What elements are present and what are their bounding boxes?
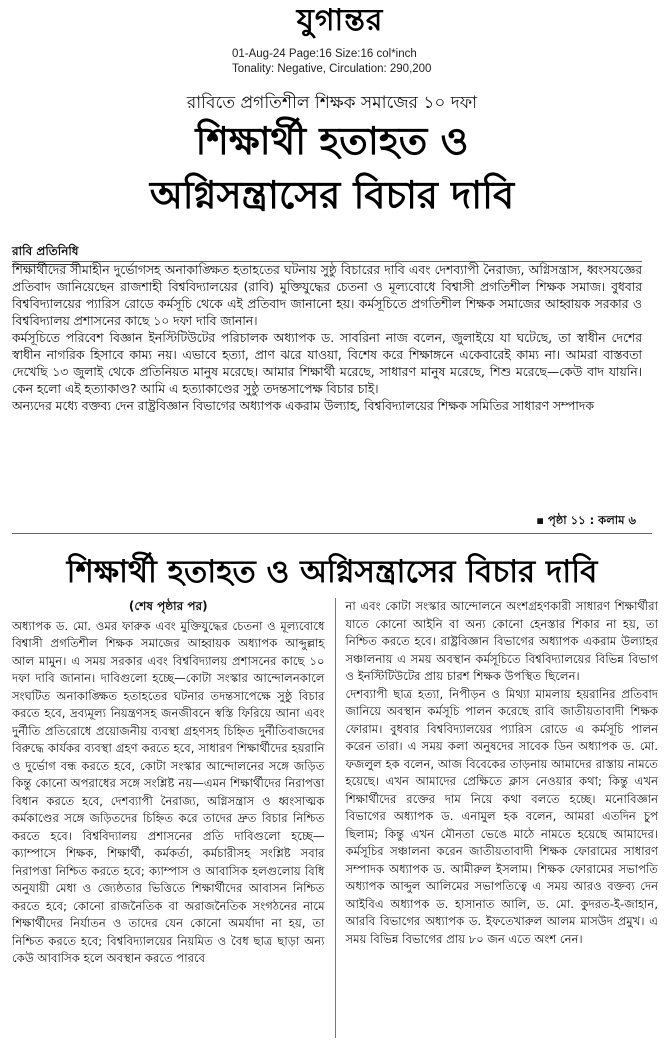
continued-from-label: (শেষ পৃষ্ঠার পর) xyxy=(128,599,208,613)
column-paragraph: না এবং কোটা সংস্কার আন্দোলনে অংশগ্রহণকারী সাধারণ শিক্ষার্থীরা যাতে কোনো আইনি বা অন্য কোনো হেনস্তার শিকার না হয়, তা নিশ্চিত করতে হবে। রাষ্ট্রবিজ্ঞান বিভাগের অধ্যাপক একরাম উল্যাহর সঞ্চালনায় এ সময় অবস্থান কর্মসূচিতে বিশ্ববিদ্যালয়ের বিভিন্ন বিভাগ ও ইনস্টিটিউটের প্রায় চারশ শিক্ষক উপস্থিত ছিলেন। xyxy=(345,599,659,683)
newspaper-masthead xyxy=(240,2,440,40)
article-byline: রাবি প্রতিনিধি xyxy=(12,243,79,265)
newspaper-logo: যুগান্তর xyxy=(296,2,384,38)
continuation-column-right xyxy=(346,598,659,1038)
column-divider xyxy=(335,598,336,1038)
continuation-headline: শিক্ষার্থী হতাহত ও অগ্নিসন্ত্রাসের বিচার দাবি xyxy=(66,554,598,590)
article-body xyxy=(12,261,642,415)
column-paragraph: অধ্যাপক ড. মো. ওমর ফারুক এবং মুক্তিযুদ্ধের চেতনা ও মূল্যবোধে বিশ্বাসী প্রগতিশীল শিক্ষক সমাজের আহ্বায়ক অধ্যাপক আব্দুল্লাহ আল মামুন। এ সময় সরকার এবং বিশ্ববিদ্যালয় প্রশাসনের কাছে ১০ দফা দাবি জানান। দাবিগুলো হচ্ছে—কোটা সংস্কার আন্দোলনকালে সংঘটিত অনাকাঙ্ক্ষিত হতাহতের ঘটনার তদন্তসাপেক্ষে সুষ্ঠু বিচার করতে হবে, দ্রব্যমূল্য নিয়ন্ত্রণসহ জনজীবনে স্বস্তি ফিরিয়ে আনা এবং দুর্নীতি প্রতিরোধে প্রয়োজনীয় ব্যবস্থা গ্রহণসহ চিহ্নিত দুর্নীতিবাজদের বিরুদ্ধে কার্যকর ব্যবস্থা গ্রহণ করতে হবে, সাধারণ শিক্ষার্থীদের হয়রানি ও দুর্ভোগ বন্ধ করতে হবে, কোটা সংস্কার আন্দোলনের সঙ্গে জড়িত কিন্তু কোনো অপরাধের সঙ্গে সংশ্লিষ্ট নয়—এমন শিক্ষার্থীদের নিরাপত্তা বিধান করতে হবে, দেশব্যাপী নৈরাজ্য, অগ্নিসন্ত্রাস ও ধ্বংসাত্মক কর্মকাণ্ডের সঙ্গে জড়িতদের চিহ্নিত করে তাদের দ্রুত বিচার নিশ্চিত করতে হবে। বিশ্ববিদ্যালয় প্রশাসনের প্রতি দাবিগুলো হচ্ছে—ক্যাম্পাসে শিক্ষক, শিক্ষার্থী, কর্মকর্তা, কর্মচারীসহ সংশ্লিষ্ট সবার নিরাপত্তা নিশ্চিত করতে হবে; ক্যাম্পাস ও আবাসিক হলগুলোয় বিধি অনুযায়ী মেধা ও জ্যেষ্ঠতার ভিত্তিতে শিক্ষার্থীদের আবাসন নিশ্চিত করতে হবে; কোনো রাজনৈতিক বা অরাজনৈতিক সংগঠনের নামে শিক্ষার্থীদের নির্যাতন ও তাদের যেন কোনো অমর্যাদা না হয়, তা নিশ্চিত করতে হবে; বিশ্ববিদ্যালয়ের নিয়মিত ও বৈধ ছাত্র ছাড়া অন্য কেউ আবাসিক হলে অবস্থান করতে পারবে xyxy=(12,618,325,965)
article-subheadline: রাবিতে প্রগতিশীল শিক্ষক সমাজের ১০ দফা xyxy=(186,93,478,113)
continuation-columns xyxy=(12,598,658,1038)
column-paragraph: দেশব্যাপী ছাত্র হত্যা, নিপীড়ন ও মিথ্যা মামলায় হয়রানির প্রতিবাদ জানিয়ে অবস্থান কর্মসূচি পালন করেছে রাবি জাতীয়তাবাদী শিক্ষক ফোরাম। বুধবার বিশ্ববিদ্যালয়ের প্যারিস রোডে এ কর্মসূচি পালন করেন তারা। এ সময় কলা অনুষদের সাবেক ডিন অধ্যাপক ড. মো. ফজলুল হক বলেন, আজ বিবেকের তাড়নায় আমাদের রাস্তায় নামতে হয়েছে। এখন আমাদের প্রেক্ষিতে ক্লাস নেওয়ার কথা; কিন্তু এখন শিক্ষার্থীদের রক্তের দাম নিয়ে কথা বলতে হচ্ছে। মনোবিজ্ঞান বিভাগের অধ্যাপক ড. এনামুল হক বলেন, আমরা এতদিন চুপ ছিলাম; কিন্তু এখন মৌনতা ভেঙে মাঠে নামতে হয়েছে আমাদের। কর্মসূচির সঞ্চালনা করেন জাতীয়তাবাদী শিক্ষক ফোরামের সাধারণ সম্পাদক অধ্যাপক ড. আমীরুল ইসলাম। শিক্ষক ফোরামের সভাপতি অধ্যাপক আব্দুল আলিমের সভাপতিত্বে এ সময় আরও বক্তব্য দেন আইবিএ অধ্যাপক ড. হাসানাত আলি, ড. মো. কুদরত-ই-জাহান, আরবি বিভাগের অধ্যাপক ড. ইফতেখারুল আলম মাসউদ প্রমুখ। এ সময় বিভিন্ন বিভাগের প্রায় ৮০ জন এতে অংশ নেন। xyxy=(345,686,659,946)
continuation-column-left xyxy=(12,598,325,1038)
article-paragraph: অন্যদের মধ্যে বক্তব্য দেন রাষ্ট্রবিজ্ঞান বিভাগের অধ্যাপক একরাম উল্যাহ, বিশ্ববিদ্যালয়ের শিক্ষক সমিতির সাধারণ সম্পাদক xyxy=(12,399,594,413)
article-headline-line2: অগ্নিসন্ত্রাসের বিচার দাবি xyxy=(149,173,515,217)
article-headline-line1: শিক্ষার্থী হতাহত ও xyxy=(195,119,469,163)
clipping-meta-tonality: Tonality: Negative, Circulation: 290,200 xyxy=(232,63,432,75)
section-divider xyxy=(12,533,652,534)
continued-marker: ▪ পৃষ্ঠা ১১ : কলাম ৬ xyxy=(536,513,636,527)
clipping-meta-date-size: 01-Aug-24 Page:16 Size:16 col*inch xyxy=(232,48,417,60)
article-paragraph: শিক্ষার্থীদের সীমাহীন দুর্ভোগসহ অনাকাঙ্ক্ষিত হতাহতের ঘটনায় সুষ্ঠু বিচারের দাবি এবং দেশব্যাপী নৈরাজ্য, অগ্নিসন্ত্রাস, ধ্বংসযজ্ঞের প্রতিবাদ জানিয়েছেন রাজশাহী বিশ্ববিদ্যালয়ের (রাবি) মুক্তিযুদ্ধের চেতনা ও মূল্যবোধে বিশ্বাসী প্রগতিশীল শিক্ষক সমাজ। বুধবার বিশ্ববিদ্যালয়ের প্যারিস রোডে কর্মসূচি থেকে এই প্রতিবাদ জানানো হয়। কর্মসূচিতে প্রগতিশীল শিক্ষক সমাজের আহ্বায়ক সরকার ও বিশ্ববিদ্যালয় প্রশাসনের কাছে ১০ দফা দাবি জানান। xyxy=(12,263,642,328)
article-paragraph: কর্মসূচিতে পরিবেশ বিজ্ঞান ইনস্টিটিউটের পরিচালক অধ্যাপক ড. সাবরিনা নাজ বলেন, জুলাইয়ে যা ঘটেছে, তা স্বাধীন দেশের স্বাধীন নাগরিক হিসাবে কাম্য নয়। এভাবে হত্যা, প্রাণ ঝরে যাওয়া, বিশেষ করে শিক্ষাঙ্গনে একেবারেই কাম্য না। আমরা বাস্তবতা দেখেছি ১৩ জুলাই থেকে প্রতিনিয়ত মানুষ মরেছে। আমার শিক্ষার্থী মরেছে, সাধারণ মানুষ মরেছে, শিশু মরেছে—কেউ বাদ যায়নি। কেন হলো এই হত্যাকাণ্ড? আমি এ হত্যাকাণ্ডের সুষ্ঠু তদন্তসাপেক্ষ বিচার চাই। xyxy=(12,331,642,396)
